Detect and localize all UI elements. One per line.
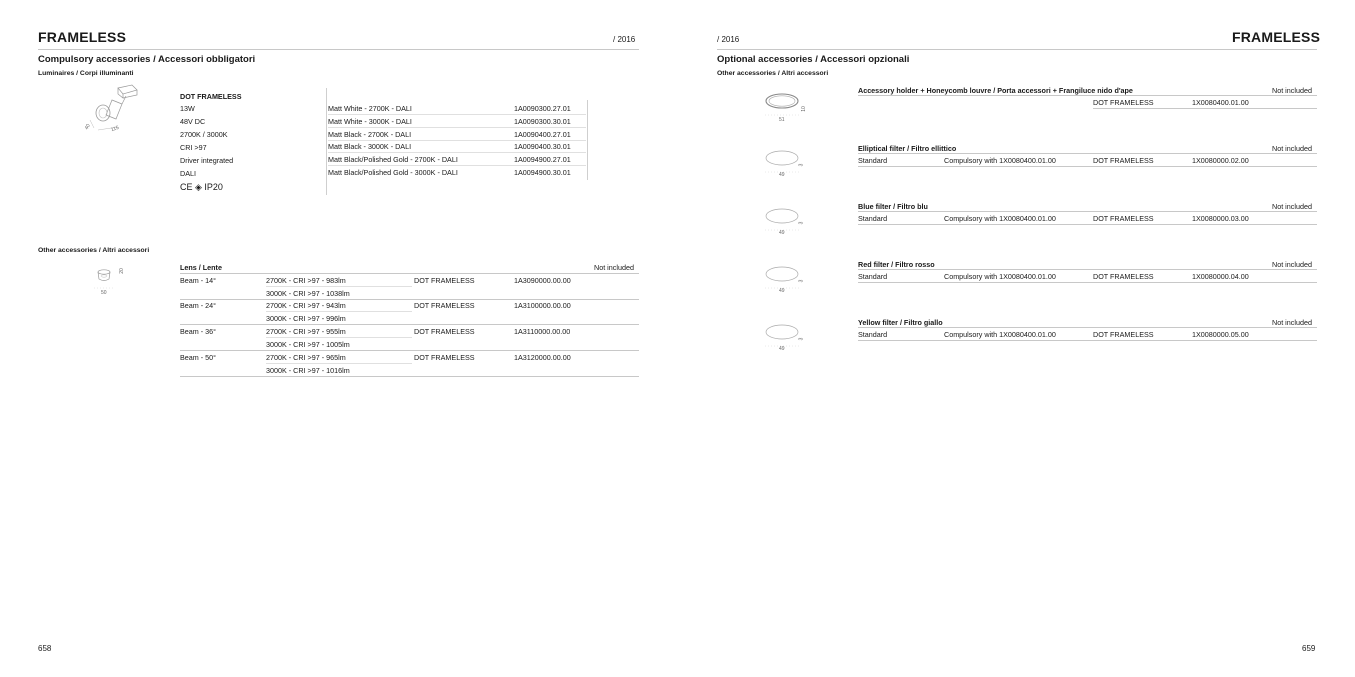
variant-desc: Matt Black/Polished Gold - 3000K - DALI: [328, 168, 458, 177]
item-type: Standard: [858, 156, 888, 165]
item-product: DOT FRAMELESS: [1093, 98, 1154, 107]
item-title: Accessory holder + Honeycomb louvre / Porta accessori + Frangiluce nido d'ape: [858, 86, 1133, 95]
lens-line: 3000K - CRI >97 - 996lm: [266, 314, 346, 323]
item-code: 1X0080000.04.00: [1192, 272, 1249, 281]
item-note: Compulsory with 1X0080400.01.00: [944, 272, 1056, 281]
left-brand-title: FRAMELESS: [38, 29, 127, 45]
lens-line: 3000K - CRI >97 - 1016lm: [266, 366, 350, 375]
item-status: Not included: [1272, 260, 1312, 269]
item-dim-h: 3: [798, 279, 805, 283]
item-status: Not included: [1272, 144, 1312, 153]
item-code: 1X0080000.03.00: [1192, 214, 1249, 223]
product-name: DOT FRAMELESS: [180, 92, 242, 101]
right-section-title: Optional accessories / Accessori opzionali: [717, 54, 910, 65]
item-note: Compulsory with 1X0080400.01.00: [944, 156, 1056, 165]
left-subsection: Luminaires / Corpi illuminanti: [38, 70, 134, 77]
item-dim-w: 49: [779, 288, 785, 294]
item-code: 1X0080000.05.00: [1192, 330, 1249, 339]
item-product: DOT FRAMELESS: [1093, 156, 1154, 165]
lens-code: 1A3090000.00.00: [514, 276, 571, 285]
lens-line: 2700K - CRI >97 - 983lm: [266, 276, 346, 285]
item-dim-h: 3: [798, 221, 805, 225]
filter-drawing-icon: [762, 262, 812, 296]
item-status: Not included: [1272, 202, 1312, 211]
variant-desc: Matt Black/Polished Gold - 2700K - DALI: [328, 155, 458, 164]
spec-line: CRI >97: [180, 143, 207, 152]
lens-line: 3000K - CRI >97 - 1038lm: [266, 289, 350, 298]
item-dim-w: 49: [779, 172, 785, 178]
item-dim-h: 3: [798, 337, 805, 341]
item-title: Elliptical filter / Filtro ellittico: [858, 144, 957, 153]
right-brand-title: FRAMELESS: [1232, 29, 1321, 45]
lens-code: 1A3100000.00.00: [514, 301, 571, 310]
lens-line: 2700K - CRI >97 - 965lm: [266, 353, 346, 362]
filter-drawing-icon: [762, 204, 812, 238]
left-section-title: Compulsory accessories / Accessori obbligatori: [38, 54, 256, 65]
lens-line: 2700K - CRI >97 - 943lm: [266, 301, 346, 310]
variant-code: 1A0094900.27.01: [514, 155, 571, 164]
variant-code: 1A0094900.30.01: [514, 168, 571, 177]
item-dim-w: 49: [779, 230, 785, 236]
item-status: Not included: [1272, 86, 1312, 95]
lens-beam: Beam - 14°: [180, 276, 217, 285]
item-dim-w: 51: [779, 117, 785, 123]
variant-code: 1A0090400.27.01: [514, 130, 571, 139]
item-note: Compulsory with 1X0080400.01.00: [944, 330, 1056, 339]
variant-desc: Matt Black - 2700K - DALI: [328, 130, 412, 139]
luminaire-dim-b: 115: [110, 124, 120, 134]
spec-line: Driver integrated: [180, 156, 234, 165]
lens-dim-h: 20: [118, 268, 125, 274]
item-status: Not included: [1272, 318, 1312, 327]
item-product: DOT FRAMELESS: [1093, 330, 1154, 339]
item-dim-w: 49: [779, 346, 785, 352]
item-type: Standard: [858, 330, 888, 339]
lens-product: DOT FRAMELESS: [414, 327, 475, 336]
item-product: DOT FRAMELESS: [1093, 214, 1154, 223]
column-divider: [326, 88, 327, 195]
item-code: 1X0080400.01.00: [1192, 98, 1249, 107]
other-accessories-title: Other accessories / Altri accessori: [38, 247, 150, 254]
lens-beam: Beam - 50°: [180, 353, 217, 362]
item-title: Red filter / Filtro rosso: [858, 260, 935, 269]
item-code: 1X0080000.02.00: [1192, 156, 1249, 165]
lens-code: 1A3120000.00.00: [514, 353, 571, 362]
variant-code: 1A0090300.27.01: [514, 104, 571, 113]
column-divider: [587, 100, 588, 180]
item-dim-h: 3: [798, 163, 805, 167]
item-title: Yellow filter / Filtro giallo: [858, 318, 943, 327]
lens-status: Not included: [594, 263, 634, 272]
lens-line: 2700K - CRI >97 - 955lm: [266, 327, 346, 336]
right-page-number: 659: [1302, 644, 1316, 653]
left-header-rule: [38, 49, 639, 50]
lens-product: DOT FRAMELESS: [414, 301, 475, 310]
spec-line: 2700K / 3000K: [180, 130, 228, 139]
item-title: Blue filter / Filtro blu: [858, 202, 928, 211]
left-year: / 2016: [613, 35, 636, 44]
left-page-number: 658: [38, 644, 52, 653]
spec-line: 13W: [180, 104, 195, 113]
variant-desc: Matt Black - 3000K - DALI: [328, 142, 412, 151]
variant-code: 1A0090400.30.01: [514, 142, 571, 151]
filter-drawing-icon: [762, 146, 812, 180]
item-dim-h: 10: [800, 106, 807, 112]
variant-desc: Matt White - 3000K - DALI: [328, 117, 412, 126]
lens-dim-d: 50: [101, 290, 107, 296]
variant-desc: Matt White - 2700K - DALI: [328, 104, 412, 113]
item-note: Compulsory with 1X0080400.01.00: [944, 214, 1056, 223]
item-type: Standard: [858, 214, 888, 223]
filter-drawing-icon: [762, 320, 812, 354]
item-product: DOT FRAMELESS: [1093, 272, 1154, 281]
lens-line: 3000K - CRI >97 - 1005lm: [266, 340, 350, 349]
lens-product: DOT FRAMELESS: [414, 353, 475, 362]
accessory-holder-drawing-icon: [762, 86, 812, 122]
lens-code: 1A3110000.00.00: [514, 327, 571, 336]
cert-marks-icon: CE ◈ IP20: [180, 182, 223, 192]
luminaire-dim-a: 40: [83, 123, 92, 131]
spec-line: 48V DC: [180, 117, 206, 126]
spec-line: DALI: [180, 169, 196, 178]
variant-code: 1A0090300.30.01: [514, 117, 571, 126]
right-year: / 2016: [717, 35, 740, 44]
right-header-rule: [717, 49, 1317, 50]
item-type: Standard: [858, 272, 888, 281]
lens-title: Lens / Lente: [180, 263, 222, 272]
lens-beam: Beam - 36°: [180, 327, 217, 336]
right-subsection: Other accessories / Altri accessori: [717, 70, 829, 77]
lens-beam: Beam - 24°: [180, 301, 217, 310]
lens-product: DOT FRAMELESS: [414, 276, 475, 285]
